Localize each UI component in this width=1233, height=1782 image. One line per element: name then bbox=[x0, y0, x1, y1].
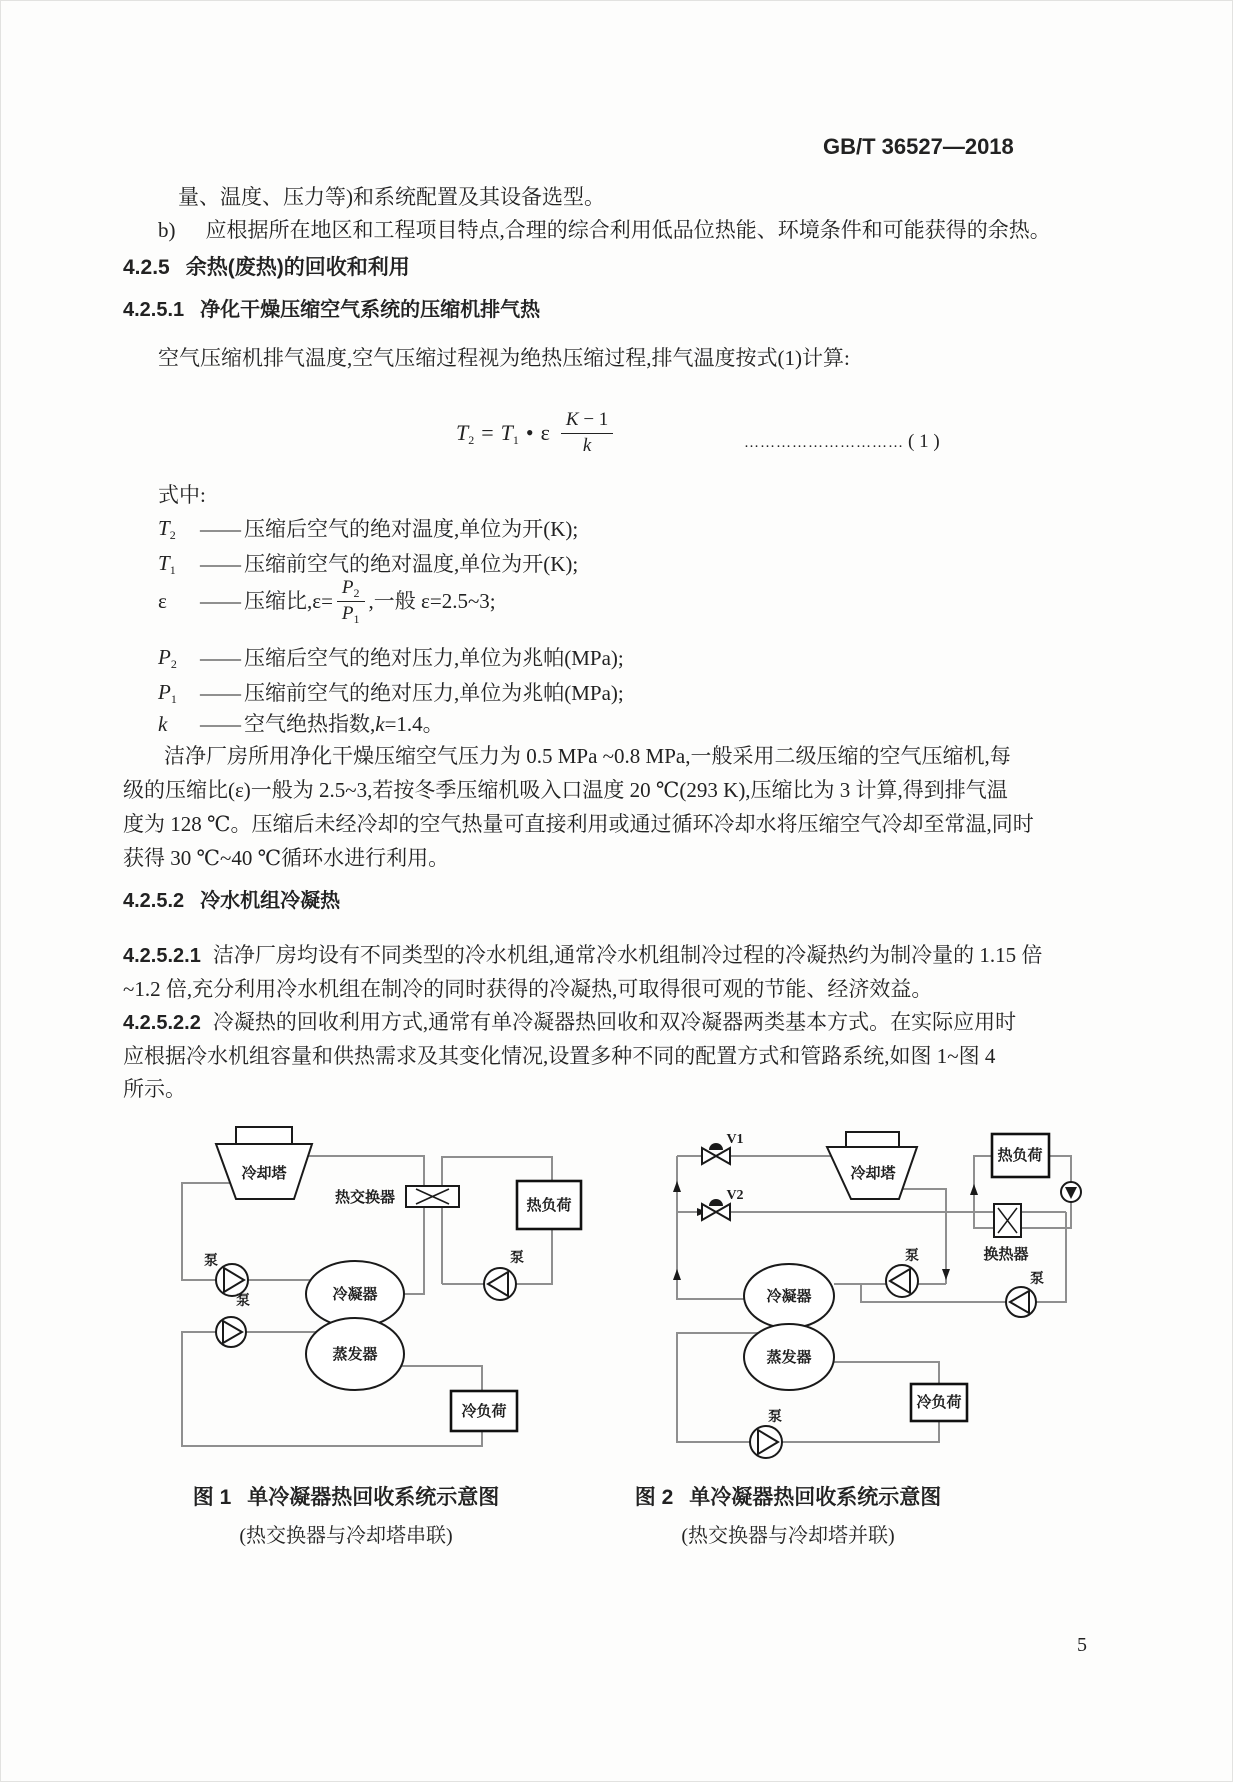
standard-number-header: GB/T 36527—2018 bbox=[823, 134, 1014, 159]
paragraph-line bbox=[123, 1010, 1016, 1035]
fig2-valve-v2 bbox=[702, 1188, 744, 1220]
paragraph-line: 洁净厂房所用净化干燥压缩空气压力为 0.5 MPa ~0.8 MPa,一般采用二级压缩的空气压缩机,每 bbox=[164, 744, 1011, 768]
section-title: 净化干燥压缩空气系统的压缩机排气热 bbox=[200, 299, 541, 321]
section-number: 4.2.5.2 bbox=[123, 890, 185, 912]
figure1-caption bbox=[136, 1481, 556, 1511]
section-title: 余热(废热)的回收和利用 bbox=[185, 256, 410, 279]
paragraph-line: 级的压缩比(ε)一般为 2.5~3,若按冬季压缩机吸入口温度 20 ℃(293 K),压缩比为 3 计算,得到排气温 bbox=[123, 778, 1008, 802]
condenser-label: 冷凝器 bbox=[766, 1288, 812, 1305]
equation-dots-and-number bbox=[744, 428, 940, 454]
fig1-evaporator bbox=[306, 1318, 404, 1390]
definition-text-pre: 压缩比,ε= bbox=[244, 589, 333, 614]
paragraph-line: ~1.2 倍,充分利用冷水机组在制冷的同时获得的冷凝热,可取得很可观的节能、经济效益。 bbox=[123, 977, 933, 1001]
figure-number: 图 2 bbox=[634, 1486, 674, 1509]
definition-text-pre: 空气绝热指数, bbox=[244, 712, 376, 736]
definition-text: 压缩后空气的绝对温度,单位为开(K); bbox=[244, 516, 579, 541]
cooling-load-label: 冷负荷 bbox=[916, 1394, 962, 1411]
em-dash: —— bbox=[200, 589, 240, 614]
em-dash: —— bbox=[200, 712, 240, 736]
list-item-b bbox=[158, 218, 1051, 243]
fig2-pump-center bbox=[886, 1247, 919, 1297]
fig2-pump-bottom bbox=[750, 1408, 782, 1458]
figure-number: 图 1 bbox=[192, 1486, 232, 1509]
heat-load-label: 热负荷 bbox=[526, 1197, 572, 1214]
fig2-heat-load bbox=[992, 1134, 1049, 1177]
k-variable: k bbox=[375, 712, 385, 736]
figure2-diagram bbox=[609, 1099, 1091, 1467]
list-item-b-text: 应根据所在地区和工程项目特点,合理的综合利用低品位热能、环境条件和可能获得的余热。 bbox=[205, 218, 1051, 242]
list-item-b-marker: b) bbox=[158, 218, 176, 242]
fig1-pump-right bbox=[484, 1249, 524, 1300]
eq-epsilon: ε bbox=[540, 420, 550, 446]
heat-exchanger-label: 热交换器 bbox=[334, 1189, 396, 1206]
pump-label: 泵 bbox=[236, 1292, 250, 1308]
fraction-denominator: $P_1$ bbox=[341, 603, 360, 627]
paragraph-line: 所示。 bbox=[123, 1077, 186, 1101]
pump-label: 泵 bbox=[510, 1249, 524, 1265]
section-heading-4-2-5-2 bbox=[123, 889, 340, 913]
fig2-valve-v1 bbox=[702, 1132, 744, 1164]
section-number: 4.2.5.2.2 bbox=[123, 1012, 201, 1034]
pump-label: 泵 bbox=[768, 1408, 782, 1424]
symbol: $T_2$ bbox=[158, 516, 176, 542]
paragraph-line: 度为 128 ℃。压缩后未经冷却的空气热量可直接利用或通过循环冷却水将压缩空气冷却至常温,同时 bbox=[123, 812, 1034, 836]
heat-exchanger-label: 换热器 bbox=[983, 1246, 1029, 1263]
symbol: $P_2$ bbox=[158, 645, 177, 671]
definition-text: 压缩前空气的绝对温度,单位为开(K); bbox=[244, 551, 579, 576]
cooling-load-label: 冷负荷 bbox=[461, 1403, 507, 1420]
fraction-denominator: k bbox=[582, 434, 592, 456]
section-number: 4.2.5.2.1 bbox=[123, 945, 201, 967]
fig2-cooling-tower bbox=[827, 1132, 917, 1199]
paragraph-line: 应根据冷水机组容量和供热需求及其变化情况,设置多种不同的配置方式和管路系统,如图 1~图 4 bbox=[123, 1044, 996, 1068]
section-title: 冷水机组冷凝热 bbox=[200, 890, 341, 912]
symbol: ε bbox=[158, 589, 167, 614]
definition-t2 bbox=[158, 516, 578, 542]
fig2-flow-arrows bbox=[673, 1181, 978, 1280]
condenser-label: 冷凝器 bbox=[332, 1286, 378, 1303]
figure2-caption bbox=[578, 1481, 998, 1511]
paragraph-line: 获得 30 ℃~40 ℃循环水进行利用。 bbox=[123, 846, 450, 870]
section-number: 4.2.5 bbox=[123, 256, 170, 279]
em-dash: —— bbox=[200, 516, 240, 541]
figure1-diagram bbox=[139, 1099, 601, 1461]
figure-title: 单冷凝器热回收系统示意图 bbox=[689, 1486, 942, 1509]
definition-p1 bbox=[158, 680, 624, 706]
eq-equals: = bbox=[481, 420, 494, 446]
paragraph-continued-line: 量、温度、压力等)和系统配置及其设备选型。 bbox=[178, 185, 605, 209]
pump-label: 泵 bbox=[204, 1252, 218, 1268]
fig2-condenser bbox=[744, 1264, 834, 1328]
fraction-numerator: K − 1 bbox=[561, 409, 613, 434]
evaporator-label: 蒸发器 bbox=[332, 1346, 378, 1363]
fraction-numerator: $P_2$ bbox=[337, 577, 365, 602]
fig1-pump-upper-left bbox=[204, 1252, 248, 1296]
em-dash: —— bbox=[200, 645, 240, 670]
definition-epsilon bbox=[158, 577, 496, 627]
section-heading-4-2-5 bbox=[123, 255, 410, 280]
formula-intro: 空气压缩机排气温度,空气压缩过程视为绝热压缩过程,排气温度按式(1)计算: bbox=[158, 346, 850, 370]
valve-v2-label: V2 bbox=[726, 1188, 744, 1203]
definition-k bbox=[158, 712, 444, 737]
fig1-heat-load bbox=[517, 1181, 581, 1229]
paragraph-line bbox=[123, 943, 1042, 968]
pump-label: 泵 bbox=[1030, 1270, 1044, 1286]
figure1-subcaption: (热交换器与冷却塔串联) bbox=[239, 1525, 453, 1547]
cooling-tower-label: 冷却塔 bbox=[850, 1165, 896, 1182]
symbol: k bbox=[158, 712, 168, 736]
definition-text: 压缩后空气的绝对压力,单位为兆帕(MPa); bbox=[244, 645, 624, 670]
eq-lhs: $T_2$ bbox=[456, 419, 475, 447]
equation-number: ( 1 ) bbox=[908, 431, 940, 452]
evaporator-label: 蒸发器 bbox=[766, 1349, 812, 1366]
eq-rhs-t1: $T_1$ bbox=[500, 419, 519, 447]
definition-text: 压缩前空气的绝对压力,单位为兆帕(MPa); bbox=[244, 680, 624, 705]
fig2-pump-right bbox=[1006, 1270, 1044, 1317]
fig1-heat-exchanger bbox=[335, 1186, 459, 1207]
definition-text-post: ,一般 ε=2.5~3; bbox=[368, 589, 496, 614]
fig1-cooling-load bbox=[451, 1391, 517, 1431]
figure-title: 单冷凝器热回收系统示意图 bbox=[247, 1486, 500, 1509]
definition-t1 bbox=[158, 551, 578, 577]
eq-operator: • bbox=[525, 420, 534, 446]
heat-load-label: 热负荷 bbox=[997, 1147, 1043, 1164]
fig2-cooling-load bbox=[911, 1384, 967, 1421]
valve-v1-label: V1 bbox=[726, 1132, 744, 1147]
figure2-subcaption: (热交换器与冷却塔并联) bbox=[681, 1525, 895, 1547]
paragraph-text: 洁净厂房均设有不同类型的冷水机组,通常冷水机组制冷过程的冷凝热约为制冷量的 1.15 倍 bbox=[212, 943, 1043, 967]
equation-1 bbox=[456, 409, 617, 458]
symbol: $T_1$ bbox=[158, 551, 176, 577]
fig1-pump-lower-left bbox=[216, 1292, 250, 1347]
fig2-evaporator bbox=[744, 1324, 834, 1390]
paragraph-text: 冷凝热的回收利用方式,通常有单冷凝器热回收和双冷凝器两类基本方式。在实际应用时 bbox=[212, 1010, 1017, 1034]
symbol: $P_1$ bbox=[158, 680, 177, 706]
pressure-ratio-fraction bbox=[337, 577, 365, 627]
pump-label: 泵 bbox=[905, 1247, 919, 1263]
page-number: 5 bbox=[1077, 1634, 1087, 1656]
where-label: 式中: bbox=[158, 483, 206, 507]
fig2-pump-small bbox=[1061, 1182, 1081, 1202]
em-dash: —— bbox=[200, 551, 240, 576]
definition-p2 bbox=[158, 645, 624, 671]
cooling-tower-label: 冷却塔 bbox=[241, 1165, 287, 1182]
fig1-cooling-tower bbox=[216, 1127, 312, 1199]
section-number: 4.2.5.1 bbox=[123, 299, 185, 321]
definition-text-post: =1.4。 bbox=[384, 712, 444, 736]
em-dash: —— bbox=[200, 680, 240, 705]
eq-exponent-fraction bbox=[561, 409, 613, 458]
leader-dots: ………………………… bbox=[744, 435, 904, 451]
section-heading-4-2-5-1 bbox=[123, 298, 540, 322]
